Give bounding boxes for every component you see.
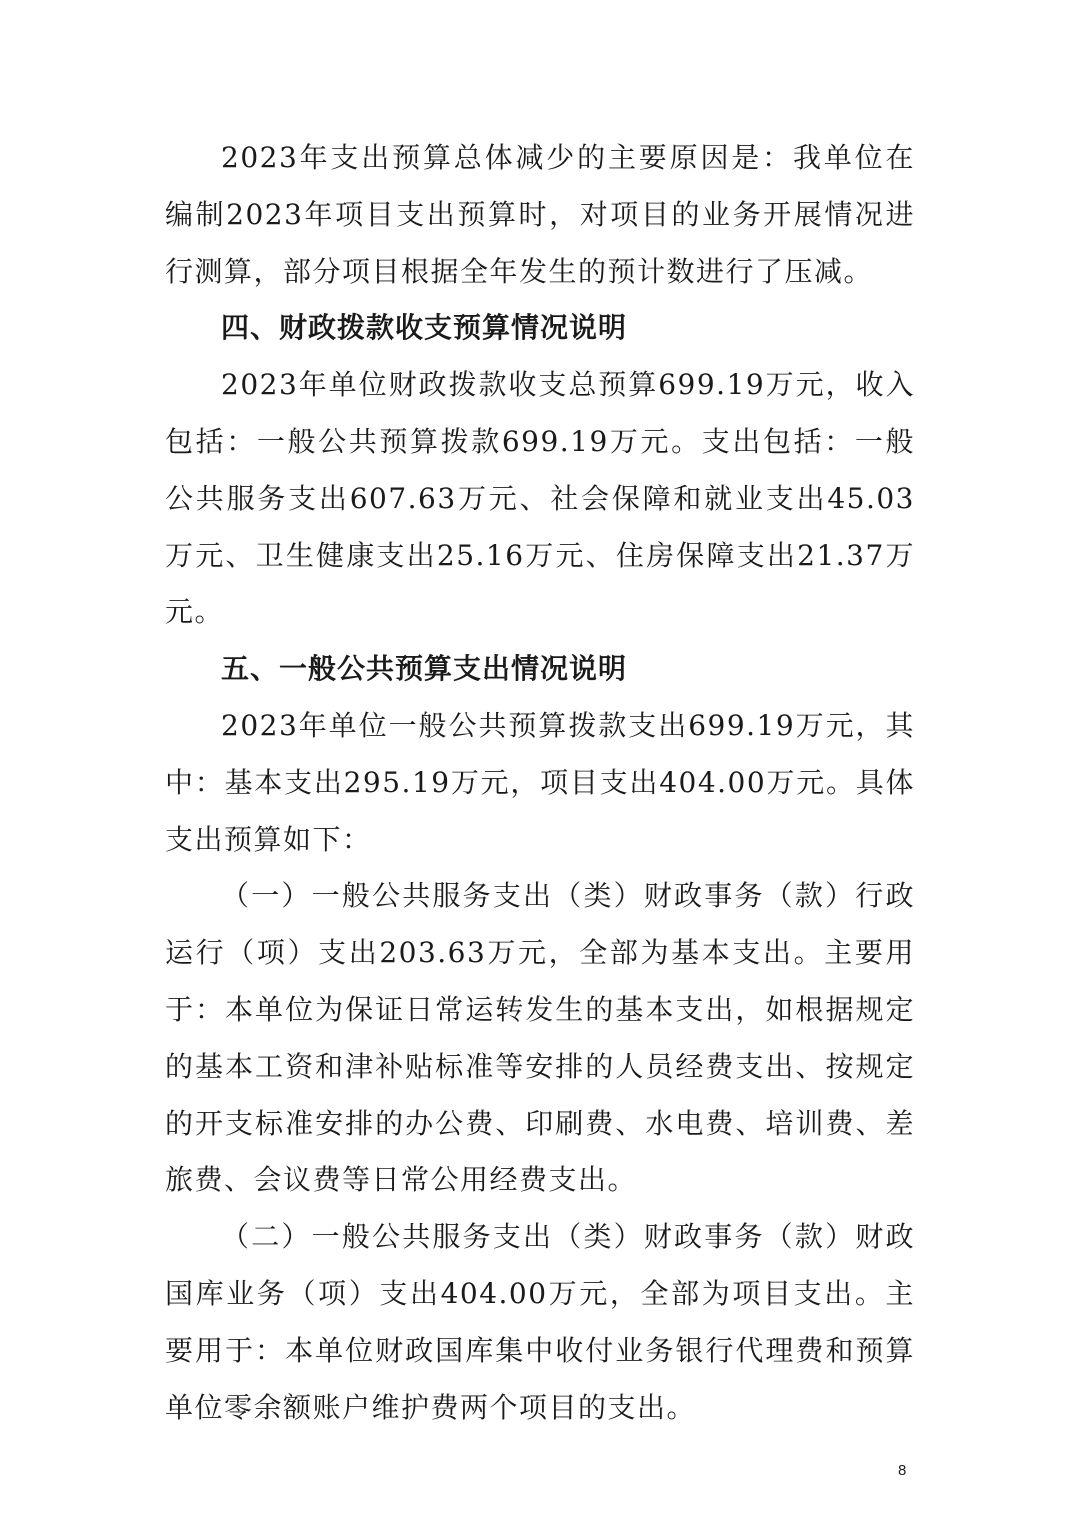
paragraph-fiscal-appropriation: 2023年单位财政拨款收支总预算699.19万元，收入包括：一般公共预算拨款699.19万元。支出包括：一般公共服务支出607.63万元、社会保障和就业支出45.03万元、卫生健康支出25.16万元、住房保障支出21.37万元。 <box>165 368 915 629</box>
document-body <box>165 130 915 1436</box>
paragraph-item-two-treasury-business: （二）一般公共服务支出（类）财政事务（款）财政国库业务（项）支出404.00万元，全部为项目支出。主要用于：本单位财政国库集中收付业务银行代理费和预算单位零余额账户维护费两个项目的支出。 <box>165 1220 915 1424</box>
paragraph-budget-decrease-reason: 2023年支出预算总体减少的主要原因是：我单位在编制2023年项目支出预算时，对项目的业务开展情况进行测算，部分项目根据全年发生的预计数进行了压减。 <box>165 141 915 288</box>
section-heading-fiscal-appropriation: 四、财政拨款收支预算情况说明 <box>221 311 628 345</box>
paragraph-item-one-administrative-operation: （一）一般公共服务支出（类）财政事务（款）行政运行（项）支出203.63万元，全部为基本支出。主要用于：本单位为保证日常运转发生的基本支出，如根据规定的基本工资和津补贴标准等安排的人员经费支出、按规定的开支标准安排的办公费、印刷费、水电费、培训费、差旅费、会议费等日常公用经费支出。 <box>165 879 915 1197</box>
paragraph-general-public-budget: 2023年单位一般公共预算拨款支出699.19万元，其中：基本支出295.19万元，项目支出404.00万元。具体支出预算如下： <box>165 708 915 856</box>
section-heading-general-public-budget: 五、一般公共预算支出情况说明 <box>221 652 628 686</box>
page-number: 8 <box>898 1462 907 1479</box>
